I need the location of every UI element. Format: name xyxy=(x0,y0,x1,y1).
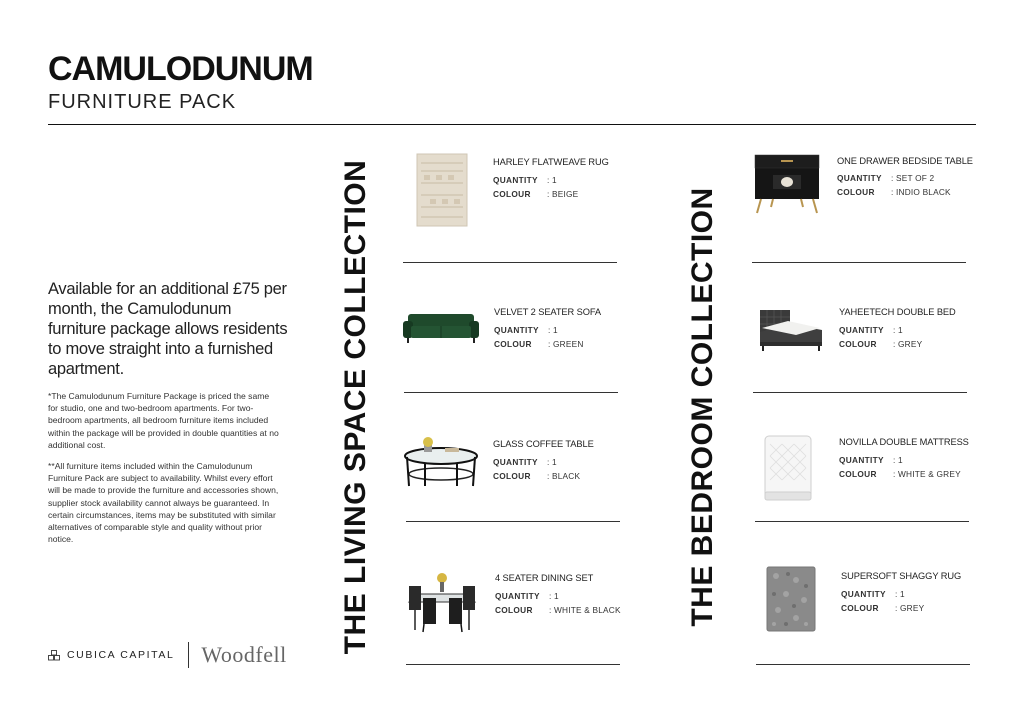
item-quantity xyxy=(837,173,934,183)
item-divider xyxy=(753,392,967,393)
footer-logos xyxy=(48,642,287,668)
quantity-value: : SET OF 2 xyxy=(891,173,935,183)
item-divider xyxy=(752,262,966,263)
pricing-note: *The Camulodunum Furniture Package is priced the same for studio, one and two-bedroom apartments. For two-bedroom apartments, all bedroom furniture items included within the package will be provided in double quantities at no additional cost. xyxy=(48,391,279,450)
quantity-value: : 1 xyxy=(549,591,559,601)
logo-separator xyxy=(188,642,189,668)
colour-value: : WHITE & GREY xyxy=(893,469,961,479)
item-name: SUPERSOFT SHAGGY RUG xyxy=(841,571,962,581)
item-colour xyxy=(493,189,578,199)
item-divider xyxy=(404,392,618,393)
item-divider xyxy=(756,664,970,665)
colour-label: COLOUR xyxy=(837,187,875,197)
item-divider xyxy=(755,521,969,522)
quantity-label: QUANTITY xyxy=(837,173,882,183)
cubica-logo-text: CUBICA CAPITAL xyxy=(67,649,175,661)
item-colour xyxy=(839,469,961,479)
flatweave-rug-image xyxy=(416,153,468,227)
quantity-label: QUANTITY xyxy=(493,457,538,467)
availability-note: **All furniture items included within the Camulodunum Furniture Pack are subject to availability. Whilst every effort will be made to provide the furniture and accessories shown, supplier stock availability cannot always be guaranteed. In certain circumstances, items may be substituted with similar alternatives of comparable style and quality without prior notice. xyxy=(48,461,279,545)
item-quantity xyxy=(493,457,557,467)
colour-value: : GREY xyxy=(895,603,925,613)
item-name: GLASS COFFEE TABLE xyxy=(493,439,594,449)
item-colour xyxy=(837,187,951,197)
item-quantity xyxy=(493,175,557,185)
bedside-table-image xyxy=(753,153,821,215)
page-title: CAMULODUNUM xyxy=(48,50,313,88)
quantity-label: QUANTITY xyxy=(839,325,884,335)
intro-text: Available for an additional £75 per month, the Camulodunum furniture package allows residents to move straight into a furnished apartment. xyxy=(48,280,288,378)
colour-value: : GREY xyxy=(893,339,923,349)
colour-label: COLOUR xyxy=(494,339,532,349)
colour-label: COLOUR xyxy=(839,339,877,349)
item-quantity xyxy=(839,325,903,335)
quantity-value: : 1 xyxy=(547,457,557,467)
item-name: ONE DRAWER BEDSIDE TABLE xyxy=(837,156,973,166)
colour-label: COLOUR xyxy=(495,605,533,615)
living-space-heading: THE LIVING SPACE COLLECTION xyxy=(339,159,372,655)
item-colour xyxy=(839,339,922,349)
colour-label: COLOUR xyxy=(839,469,877,479)
bedroom-heading: THE BEDROOM COLLECTION xyxy=(686,187,719,627)
coffee-table-image xyxy=(403,436,479,490)
quantity-value: : 1 xyxy=(547,175,557,185)
double-mattress-image xyxy=(762,434,814,502)
page-subtitle: FURNITURE PACK xyxy=(48,91,237,113)
quantity-value: : 1 xyxy=(893,325,903,335)
item-quantity xyxy=(839,455,903,465)
cubica-cubes-icon xyxy=(48,650,61,661)
quantity-label: QUANTITY xyxy=(495,591,540,601)
item-colour xyxy=(841,603,924,613)
item-quantity xyxy=(495,591,559,601)
colour-value: : BEIGE xyxy=(547,189,579,199)
colour-label: COLOUR xyxy=(841,603,879,613)
colour-label: COLOUR xyxy=(493,189,531,199)
quantity-value: : 1 xyxy=(895,589,905,599)
colour-value: : BLACK xyxy=(547,471,581,481)
velvet-sofa-image xyxy=(402,312,480,344)
colour-label: COLOUR xyxy=(493,471,531,481)
item-divider xyxy=(406,521,620,522)
woodfell-logo: Woodfell xyxy=(201,642,287,667)
colour-value: : INDIO BLACK xyxy=(891,187,951,197)
quantity-label: QUANTITY xyxy=(494,325,539,335)
item-quantity xyxy=(494,325,558,335)
quantity-label: QUANTITY xyxy=(841,589,886,599)
header-divider xyxy=(48,124,976,125)
quantity-label: QUANTITY xyxy=(839,455,884,465)
dining-set-image xyxy=(405,572,479,634)
quantity-value: : 1 xyxy=(548,325,558,335)
item-colour xyxy=(495,605,621,615)
item-name: YAHEETECH DOUBLE BED xyxy=(839,307,956,317)
item-name: 4 SEATER DINING SET xyxy=(495,573,594,583)
cubica-logo xyxy=(48,649,174,661)
item-colour xyxy=(493,471,580,481)
colour-value: : GREEN xyxy=(548,339,584,349)
item-colour xyxy=(494,339,584,349)
item-quantity xyxy=(841,589,905,599)
shaggy-rug-image xyxy=(766,566,816,632)
double-bed-image xyxy=(756,308,824,352)
colour-value: : WHITE & BLACK xyxy=(549,605,621,615)
item-name: HARLEY FLATWEAVE RUG xyxy=(493,157,609,167)
item-name: VELVET 2 SEATER SOFA xyxy=(494,307,602,317)
quantity-value: : 1 xyxy=(893,455,903,465)
item-divider xyxy=(403,262,617,263)
quantity-label: QUANTITY xyxy=(493,175,538,185)
item-name: NOVILLA DOUBLE MATTRESS xyxy=(839,437,969,447)
item-divider xyxy=(406,664,620,665)
